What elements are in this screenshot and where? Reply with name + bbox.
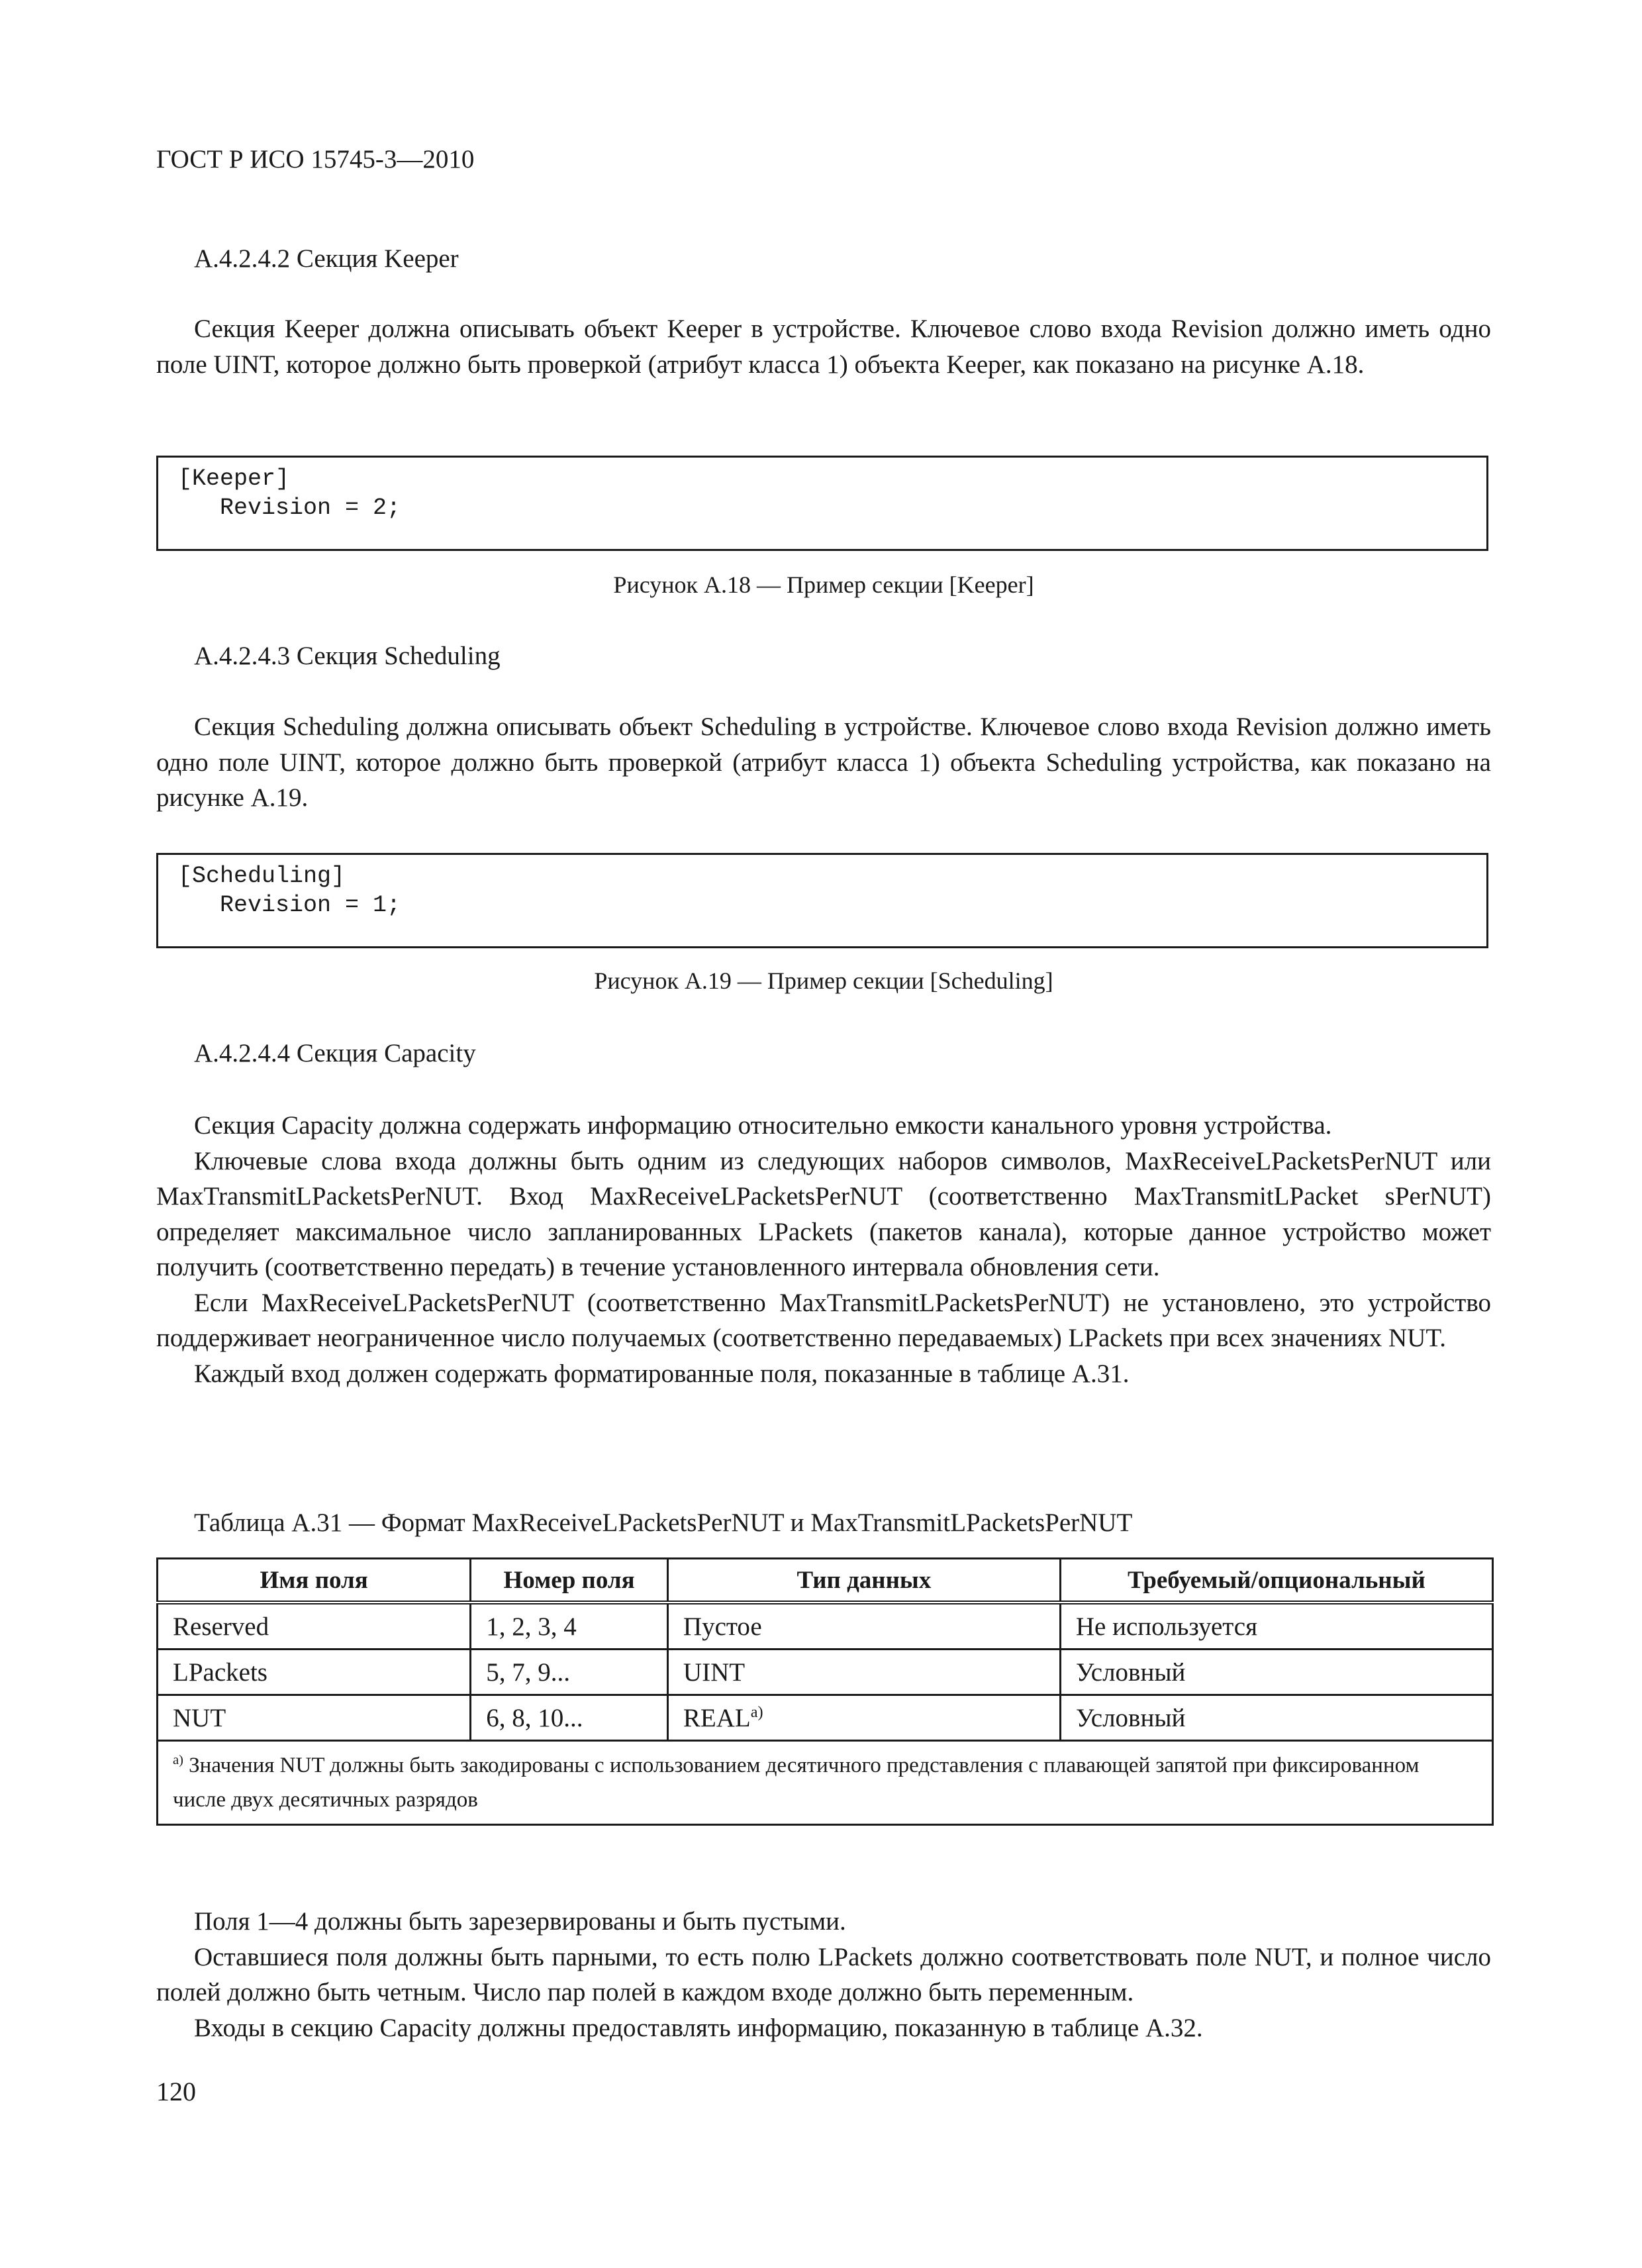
figure-caption-a19: Рисунок А.19 — Пример секции [Scheduling]	[594, 967, 1053, 994]
table-row	[158, 1695, 1493, 1741]
table-row	[158, 1650, 1493, 1695]
after-table-paragraphs	[156, 1904, 1491, 2046]
capacity-paragraph: Секция Capacity должна содержать информацию относительно емкости канального уровня устройства.	[194, 1111, 1332, 1140]
footnote-reference: a)	[750, 1702, 763, 1721]
figure-caption-a18: Рисунок А.18 — Пример секции [Keeper]	[613, 571, 1034, 598]
table-row	[158, 1602, 1493, 1650]
table-cell: Reserved	[158, 1602, 471, 1650]
column-header: Номер поля	[471, 1559, 668, 1603]
table-cell: LPackets	[158, 1650, 471, 1695]
table-footnote	[158, 1741, 1493, 1825]
table-cell: Условный	[1060, 1650, 1492, 1695]
body-paragraph: Поля 1—4 должны быть зарезервированы и быть пустыми.	[194, 1907, 846, 1936]
table-cell: NUT	[158, 1695, 471, 1741]
keeper-paragraph	[156, 311, 1491, 382]
scheduling-text: Секция Scheduling должна описывать объект Scheduling в устройстве. Ключевое слово входа Revision должно иметь одно поле UINT, которое должно быть проверкой (атрибут класса 1) объекта Scheduling устройства, как показано на рисунке А.19.	[156, 713, 1491, 812]
table-cell: Условный	[1060, 1695, 1492, 1741]
footnote-text: Значения NUT должны быть закодированы с использованием десятичного представления с плавающей запятой при фиксированном числе двух десятичных разрядов	[173, 1753, 1420, 1812]
table-cell: 5, 7, 9...	[471, 1650, 668, 1695]
capacity-paragraph: Ключевые слова входа должны быть одним из следующих наборов символов, MaxReceiveLPacketsPerNUT или MaxTransmitLPacketsPerNUT. Вход MaxReceiveLPacketsPerNUT (соответственно MaxTransmitLPacket sPerNUT) определяет максимальное число запланированных LPackets (пакетов канала), которые данное устройство может получить (соответственно передать) в течение установленного интервала обновления сети.	[156, 1146, 1491, 1281]
format-table	[156, 1557, 1494, 1826]
body-paragraph: Входы в секцию Capacity должны предоставлять информацию, показанную в таблице А.32.	[194, 2013, 1203, 2042]
table-cell: Не используется	[1060, 1602, 1492, 1650]
keeper-text: Секция Keeper должна описывать объект Keeper в устройстве. Ключевое слово входа Revision должно иметь одно поле UINT, которое должно быть проверкой (атрибут класса 1) объекта Keeper, как показано на рисунке А.18.	[156, 315, 1491, 379]
scheduling-code-box: [Scheduling] Revision = 1;	[156, 853, 1488, 948]
table-header-row	[158, 1559, 1493, 1603]
table-cell: 6, 8, 10...	[471, 1695, 668, 1741]
footnote-mark: a)	[173, 1753, 183, 1767]
section-title-keeper: А.4.2.4.2 Секция Keeper	[194, 244, 459, 273]
capacity-paragraph: Если MaxReceiveLPacketsPerNUT (соответственно MaxTransmitLPacketsPerNUT) не установлено, это устройство поддерживает неограниченное число получаемых (соответственно передаваемых) LPackets при всех значениях NUT.	[156, 1288, 1491, 1352]
keeper-code-box: [Keeper] Revision = 2;	[156, 456, 1488, 551]
capacity-paragraph: Каждый вход должен содержать форматированные поля, показанные в таблице А.31.	[194, 1359, 1130, 1388]
table-cell: 1, 2, 3, 4	[471, 1602, 668, 1650]
table-cell: UINT	[667, 1650, 1060, 1695]
table-cell-text: REAL	[683, 1703, 751, 1732]
column-header: Имя поля	[158, 1559, 471, 1603]
capacity-paragraphs	[156, 1108, 1491, 1391]
section-title-scheduling: А.4.2.4.3 Секция Scheduling	[194, 642, 501, 670]
table-cell: Пустое	[667, 1602, 1060, 1650]
page-number: 120	[156, 2077, 196, 2106]
table-title: Таблица А.31 — Формат MaxReceiveLPacketsPerNUT и MaxTransmitLPacketsPerNUT	[194, 1508, 1133, 1537]
document-header: ГОСТ Р ИСО 15745-3—2010	[156, 145, 475, 173]
body-paragraph: Оставшиеся поля должны быть парными, то есть полю LPackets должно соответствовать поле NUT, и полное число полей должно быть четным. Число пар полей в каждом входе должно быть переменным.	[156, 1942, 1491, 2006]
scheduling-paragraph	[156, 709, 1491, 816]
column-header: Тип данных	[667, 1559, 1060, 1603]
table-footnote-row	[158, 1741, 1493, 1825]
table-cell	[667, 1695, 1060, 1741]
column-header: Требуемый/опциональный	[1060, 1559, 1492, 1603]
section-title-capacity: А.4.2.4.4 Секция Capacity	[194, 1039, 476, 1067]
